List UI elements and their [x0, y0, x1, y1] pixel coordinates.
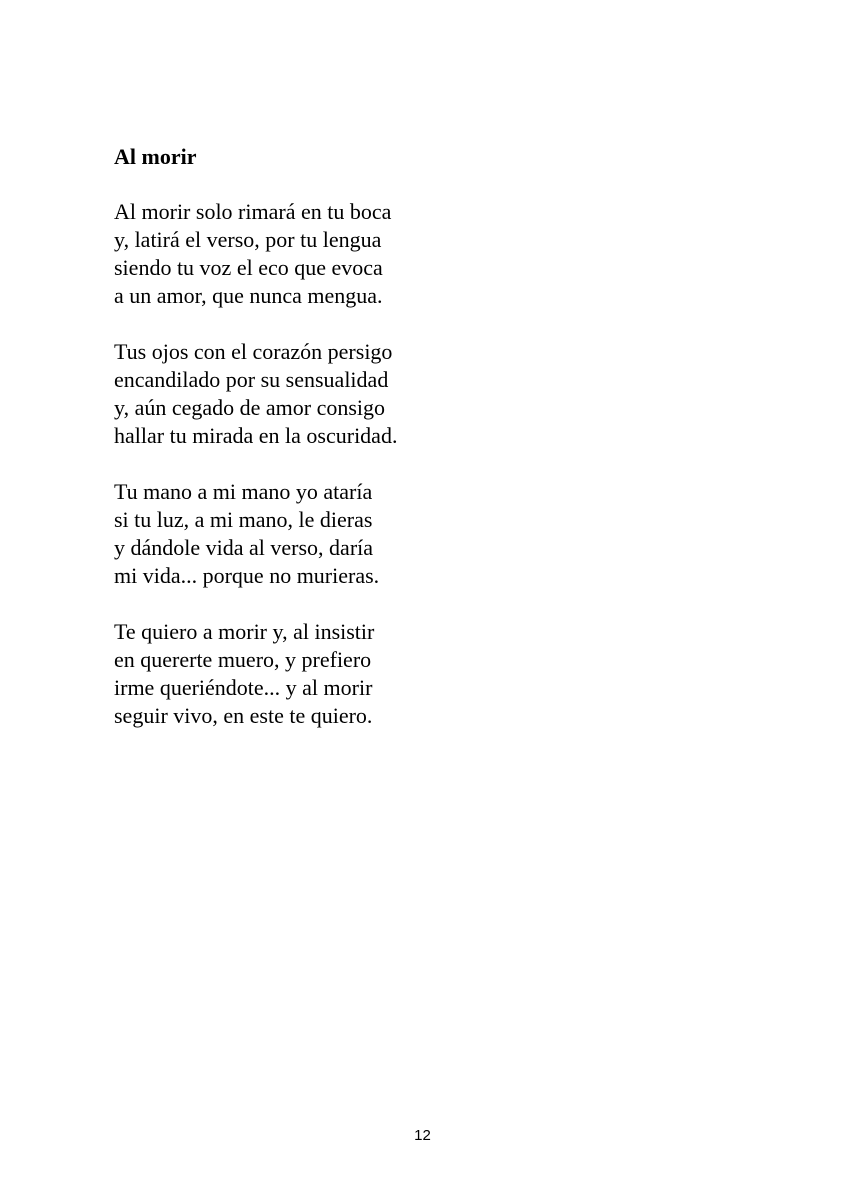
poem-title: Al morir [114, 144, 197, 169]
stanza-4 [114, 618, 397, 730]
page-number: 12 [414, 1127, 431, 1144]
poem-line: y, aún cegado de amor consigo [114, 395, 386, 420]
poem-line: a un amor, que nunca mengua. [114, 283, 383, 308]
poem-line: mi vida... porque no murieras. [114, 563, 380, 588]
stanza-2 [114, 338, 397, 450]
poem-line: si tu luz, a mi mano, le dieras [114, 507, 373, 532]
poem-line: Al morir solo rimará en tu boca [114, 199, 392, 224]
poem-line: Te quiero a morir y, al insistir [114, 619, 375, 644]
poem-line: seguir vivo, en este te quiero. [114, 703, 373, 728]
poem-line: hallar tu mirada en la oscuridad. [114, 423, 398, 448]
poem-body [114, 198, 397, 758]
poem-line: siendo tu voz el eco que evoca [114, 255, 383, 280]
poem-line: en quererte muero, y prefiero [114, 647, 372, 672]
stanza-3 [114, 478, 397, 590]
poem-line: y, latirá el verso, por tu lengua [114, 227, 382, 252]
poem-line: encandilado por su sensualidad [114, 367, 389, 392]
poem-line: Tu mano a mi mano yo ataría [114, 479, 373, 504]
poem-line: irme queriéndote... y al morir [114, 675, 373, 700]
poem-line: Tus ojos con el corazón persigo [114, 339, 393, 364]
stanza-1 [114, 198, 397, 310]
poem-line: y dándole vida al verso, daría [114, 535, 374, 560]
